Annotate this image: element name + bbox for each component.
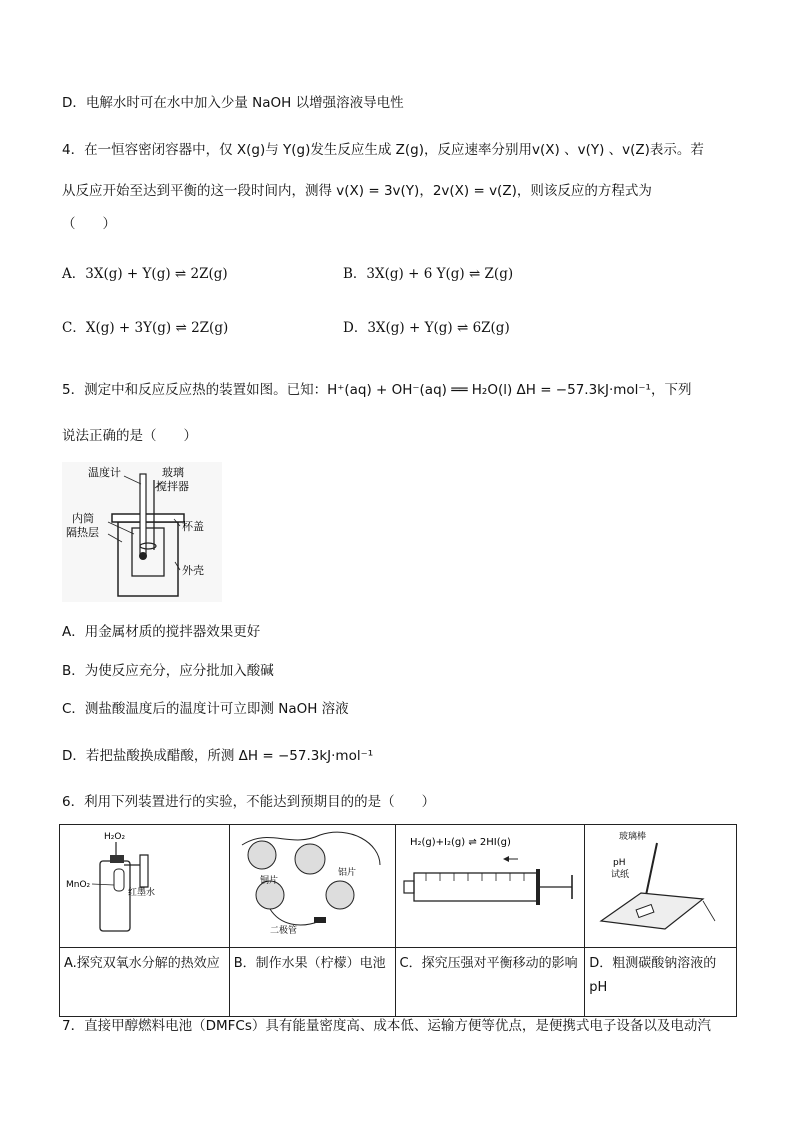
q5-stem-line2: 说法正确的是（ ） [62,428,197,444]
lemon-4 [326,881,354,909]
syringe-apparatus [396,825,584,943]
caption-b-text: B．制作水果（柠檬）电池 [233,956,386,971]
figure-cell-c [395,825,585,948]
caption-b [229,948,395,1017]
q7-stem: 7．直接甲醇燃料电池（DMFCs）具有能量密度高、成本低、运输方便等优点，是便携式电子设备以及电动汽 [62,1018,711,1034]
label-mno2: MnO₂ [66,880,91,890]
q4-option-b: B．3X(g) + 6 Y(g) ⇌ Z(g) [343,266,514,282]
q4-answer-blank: （ ） [62,216,116,232]
label-glass: 玻璃 [162,466,184,479]
figure-cell-b [229,825,395,948]
label-aluminum: 铝片 [337,868,356,878]
label-diode: 二极管 [269,926,297,936]
caption-a [60,948,230,1017]
label-test-paper: 试纸 [611,870,630,880]
label-shell: 外壳 [182,564,204,577]
caption-c [395,948,585,1017]
label-insulation: 隔热层 [66,526,99,539]
q5-option-d: D．若把盐酸换成醋酸，所测 ΔH = −57.3kJ·mol⁻¹ [62,748,374,764]
ph-test-apparatus [585,825,735,943]
label-thermometer: 温度计 [88,466,121,479]
q4-option-d: D．3X(g) + Y(g) ⇌ 6Z(g) [343,320,510,336]
q4-option-c: C．X(g) + 3Y(g) ⇌ 2Z(g) [62,320,229,336]
calorimeter-diagram [62,462,222,602]
label-lid: 杯盖 [182,520,204,533]
q5-option-a: A．用金属材质的搅拌器效果更好 [62,624,261,640]
label-h2o2: H₂O₂ [104,832,126,842]
lemon-2 [295,844,325,874]
experiment-table [59,824,737,1017]
label-glass-rod: 玻璃棒 [619,832,647,842]
q5-option-c: C．测盐酸温度后的温度计可立即测 NaOH 溶液 [62,701,349,717]
diode [314,917,326,923]
q4-stem-line1: 4．在一恒容密闭容器中，仅 X(g)与 Y(g)发生反应生成 Z(g)，反应速率分别用v(X) 、v(Y) 、v(Z)表示。若 [62,142,704,158]
caption-c-text: C．探究压强对平衡移动的影响 [399,956,578,971]
q6-stem: 6．利用下列装置进行的实验，不能达到预期目的的是（ ） [62,794,436,810]
lemon-1 [248,841,276,869]
cup-lid [112,514,184,522]
caption-d-text: D．粗测碳酸钠溶液的pH [589,956,717,995]
label-copper: 铜片 [259,876,278,886]
caption-d [585,948,737,1017]
h2o2-apparatus [60,825,228,943]
label-inner-cup: 内筒 [72,512,94,525]
label-ph: pH [613,858,626,868]
q3-option-d: D．电解水时可在水中加入少量 NaOH 以增强溶液导电性 [62,95,404,111]
q5-option-b: B．为使反应充分，应分批加入酸碱 [62,663,274,679]
figure-cell-a [60,825,230,948]
syringe-barrel [414,873,538,901]
figure-cell-d [585,825,737,948]
q4-option-a: A．3X(g) + Y(g) ⇌ 2Z(g) [62,266,228,282]
label-stirrer: 搅拌器 [156,480,189,493]
flask [100,861,130,931]
u-tube [124,855,148,887]
caption-a-text: A.探究双氧水分解的热效应 [64,956,220,971]
label-equilibrium: H₂(g)+I₂(g) ⇌ 2HI(g) [409,837,511,848]
q4-stem-line2: 从反应开始至达到平衡的这一段时间内，测得 v(X) = 3v(Y)，2v(X) = v(Z)，则该反应的方程式为 [62,183,652,199]
label-red-ink: 红墨水 [128,888,156,898]
q5-stem-line1: 5．测定中和反应反应热的装置如图。已知：H⁺(aq) + OH⁻(aq) ══ H₂O(l) ΔH = −57.3kJ·mol⁻¹，下列 [62,382,692,398]
fruit-battery [230,825,394,943]
